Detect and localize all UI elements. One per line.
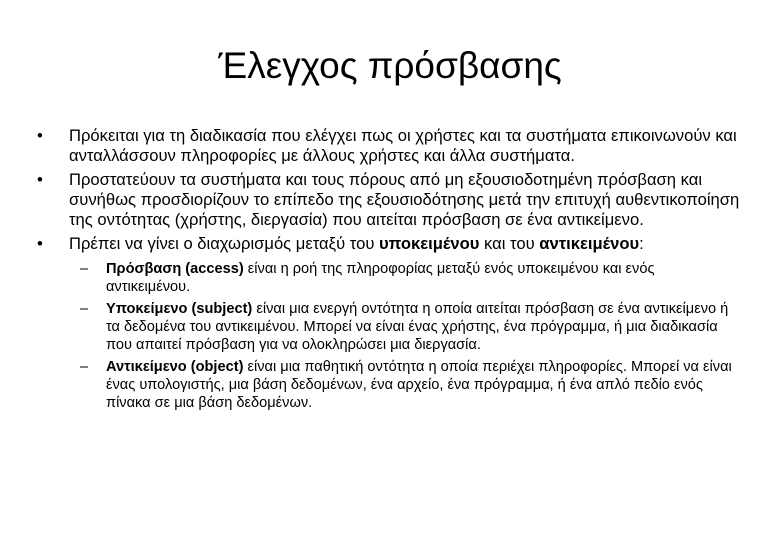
bullet-text-middle: και του bbox=[479, 234, 540, 253]
bullet-text-after: : bbox=[639, 234, 644, 253]
bullet-list bbox=[0, 126, 780, 416]
sub-term-en: (access) bbox=[181, 261, 244, 277]
bullet-text: Πρόκειται για τη διαδικασία που ελέγχει πως οι χρήστες και τα συστήματα επικοινωνούν και ανταλλάσσουν πληροφορίες με άλλους χρήστες και άλλα συστήματα. bbox=[69, 126, 737, 165]
bullet-item-distinction bbox=[0, 234, 780, 412]
bullet-text-before: Πρέπει να γίνει ο διαχωρισμός μεταξύ του bbox=[69, 234, 379, 253]
bullet-marker: • bbox=[37, 170, 43, 189]
bold-term-subject: υποκειμένου bbox=[379, 234, 480, 253]
bullet-text: Προστατεύουν τα συστήματα και τους πόρους από μη εξουσιοδοτημένη πρόσβαση και συνήθως προσδιορίζουν το επίπεδο της εξουσιοδότησης μετά την επιτυχή αυθεντικοποίηση της οντότητας (χρήστης, διεργασία) που αιτείται πρόσβαση σε ένα αντικείμενο. bbox=[69, 170, 740, 229]
sub-term: Αντικείμενο bbox=[106, 359, 187, 375]
bullet-marker: • bbox=[37, 126, 43, 145]
sub-text: είναι μια παθητική οντότητα η οποία περιέχει πληροφορίες. Μπορεί να είναι ένας υπολογιστής, μια βάση δεδομένων, ένα αρχείο, ένα πρόγραμμα, ή ένα απλό πεδίο ενός πίνακα σε μια βάση δεδομένων. bbox=[106, 359, 732, 411]
sub-text: είναι η ροή της πληροφορίας μεταξύ ενός υποκειμένου και ενός αντικειμένου. bbox=[106, 261, 655, 295]
sub-marker: – bbox=[80, 261, 89, 277]
sub-item-subject bbox=[0, 300, 742, 354]
slide-title: Έλεγχος πρόσβασης bbox=[218, 45, 562, 86]
sub-bullet-list bbox=[69, 260, 742, 412]
bullet-item-protection bbox=[0, 170, 780, 230]
sub-text: είναι μια ενεργή οντότητα η οποία αιτείται πρόσβαση σε ένα αντικείμενο ή τα δεδομένα του αντικειμένου. Μπορεί να είναι ένας χρήστης, ένα πρόγραμμα, ή μια διαδικασία που απαιτεί πρόσβαση για να ολοκληρώσει μια διεργασία. bbox=[106, 301, 729, 353]
sub-marker: – bbox=[80, 301, 89, 317]
sub-term-en: (object) bbox=[186, 359, 244, 375]
sub-item-object bbox=[0, 358, 742, 412]
bold-term-object: αντικειμένου bbox=[539, 234, 640, 253]
sub-item-access bbox=[0, 260, 742, 296]
sub-term: Πρόσβαση bbox=[106, 261, 182, 277]
bullet-marker: • bbox=[37, 234, 43, 253]
sub-marker: – bbox=[80, 359, 89, 375]
sub-term-en: (subject) bbox=[187, 301, 253, 317]
sub-term: Υποκείμενο bbox=[106, 301, 188, 317]
bullet-item-definition bbox=[0, 126, 780, 166]
